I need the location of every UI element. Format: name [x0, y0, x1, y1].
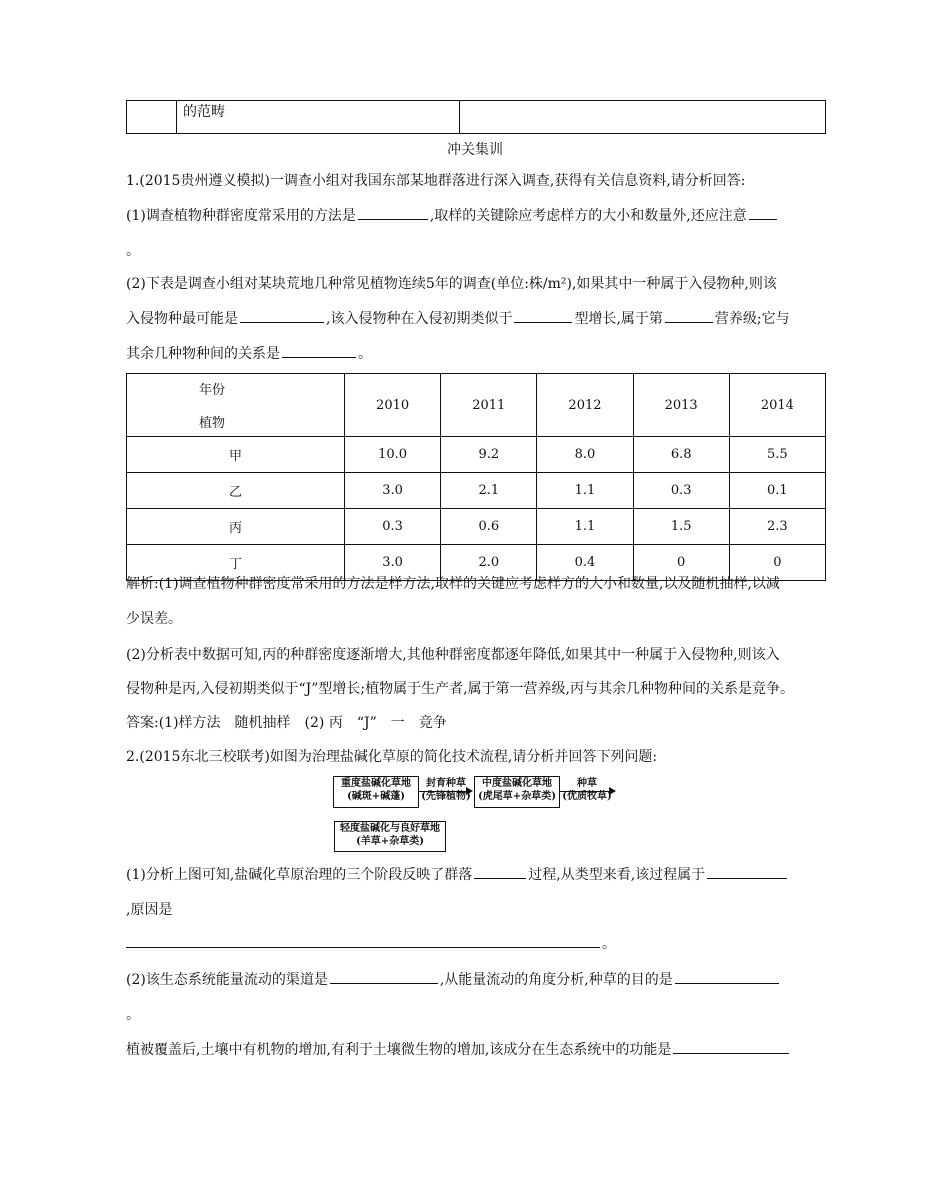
answer-blank[interactable]: [330, 969, 438, 984]
q1-part2-line3: [126, 343, 826, 363]
table-cell: 10.0: [345, 437, 441, 473]
table-cell: 0: [633, 545, 729, 581]
table-row-label: 丁: [127, 545, 345, 581]
table-cell: 0: [729, 545, 825, 581]
q2-part2-text-a: (2)该生态系统能量流动的渠道是: [126, 972, 328, 988]
table-cell: 1.1: [537, 473, 633, 509]
corner-year-label: 年份: [199, 383, 226, 398]
q2-part3-line1: [126, 1039, 826, 1059]
flow-box-severe-sub: (碱斑+碱蓬): [347, 791, 405, 802]
table-cell: 8.0: [537, 437, 633, 473]
table-cell: 0.3: [633, 473, 729, 509]
flow-arrow1: [419, 791, 471, 792]
top-table-cell-text: 的范畴: [177, 101, 460, 134]
table-row: [127, 509, 826, 545]
q2-part1-line2: ,原因是: [126, 902, 173, 918]
analysis-line1: 解析:(1)调查植物种群密度常采用的方法是样方法,取样的关键应考虑样方的大小和数量,以及随机抽样,以减: [126, 576, 780, 592]
flow-box-moderate-sub: (虎尾草+杂草类): [478, 791, 556, 802]
q1-part2-text-g: 。: [358, 346, 372, 362]
q1-part2-text-d: 型增长,属于第: [574, 311, 663, 327]
flow-box-moderate-title: 中度盐碱化草地: [482, 778, 552, 789]
table-cell: 0.1: [729, 473, 825, 509]
q2-part3-text-a: 植被覆盖后,土壤中有机物的增加,有利于土壤微生物的增加,该成分在生态系统中的功能是: [126, 1042, 672, 1058]
answer-blank[interactable]: [126, 933, 600, 948]
flow-box-light-sub: (羊草+杂草类): [356, 836, 424, 847]
q2-part1-text-b: 过程,从类型来看,该过程属于: [528, 867, 706, 883]
flow-arrow1-title: 封育种草: [426, 778, 466, 789]
q2-part1-text-d: 。: [602, 936, 616, 952]
table-cell: 2.0: [441, 545, 537, 581]
answer-blank[interactable]: [707, 864, 787, 879]
table-cell: 2.1: [441, 473, 537, 509]
q2-intro: 2.(2015东北三校联考)如图为治理盐碱化草原的简化技术流程,请分析并回答下列问题:: [126, 749, 658, 765]
table-row-label: 乙: [127, 473, 345, 509]
q1-part2-text-f: 其余几种物种间的关系是: [126, 346, 280, 362]
flow-box-light: [334, 821, 446, 852]
q1-intro: 1.(2015贵州遵义模拟)一调查小组对我国东部某地群落进行深入调查,获得有关信息资料,请分析回答:: [126, 173, 746, 189]
analysis-line4: 侵物种是丙,入侵初期类似于“J”型增长;植物属于生产者,属于第一营养级,丙与其余几种物种间的关系是竞争。: [126, 681, 794, 697]
q1-part2-text-c: ,该入侵物种在入侵初期类似于: [326, 311, 513, 327]
top-table: [126, 100, 826, 134]
section-title: 冲关集训: [447, 142, 503, 158]
flow-arrow2-title: 种草: [577, 778, 597, 789]
table-header-year: 2013: [633, 374, 729, 437]
table-header-year: 2014: [729, 374, 825, 437]
flow-box-severe: [333, 776, 419, 808]
answer-blank[interactable]: [474, 864, 526, 879]
answer-blank[interactable]: [749, 205, 777, 220]
table-cell: 2.3: [729, 509, 825, 545]
table-row: [127, 473, 826, 509]
answer-blank[interactable]: [240, 308, 324, 323]
flow-arrow2: [560, 791, 614, 792]
top-table-cell-empty-right: [460, 101, 826, 134]
flow-arrow1-sub: (先锋植物): [421, 791, 471, 802]
q1-part1: [126, 205, 826, 225]
q1-part2-line1: (2)下表是调查小组对某块荒地几种常见植物连续5年的调查(单位:株/m²),如果其中一种属于入侵物种,则该: [126, 276, 777, 292]
table-row: [127, 437, 826, 473]
q2-part2-text-b: ,从能量流动的角度分析,种草的目的是: [439, 972, 673, 988]
q1-part1-end: 。: [126, 243, 140, 259]
data-table: [126, 373, 826, 581]
table-cell: 0.6: [441, 509, 537, 545]
flow-arrow2-sub: (优质牧草): [562, 791, 612, 802]
answer-blank[interactable]: [673, 1039, 789, 1054]
table-cell: 6.8: [633, 437, 729, 473]
table-row-label: 丙: [127, 509, 345, 545]
flow-box-light-title: 轻度盐碱化与良好草地: [340, 823, 440, 834]
table-corner-cell: [127, 374, 345, 437]
table-cell: 1.1: [537, 509, 633, 545]
answer-blank[interactable]: [675, 969, 779, 984]
table-cell: 1.5: [633, 509, 729, 545]
q1-part2-text-b: 入侵物种最可能是: [126, 311, 238, 327]
analysis-line2: 少误差。: [126, 611, 182, 627]
table-row-label: 甲: [127, 437, 345, 473]
table-cell: 3.0: [345, 545, 441, 581]
answer-blank[interactable]: [665, 308, 713, 323]
table-cell: 0.4: [537, 545, 633, 581]
q1-part2-line2: [126, 308, 826, 328]
q2-part1-text-a: (1)分析上图可知,盐碱化草原治理的三个阶段反映了群落: [126, 867, 473, 883]
q1-part1-text-b: ,取样的关键除应考虑样方的大小和数量外,还应注意: [429, 208, 747, 224]
answer-blank[interactable]: [358, 205, 428, 220]
table-cell: 5.5: [729, 437, 825, 473]
table-cell: 9.2: [441, 437, 537, 473]
table-cell: 3.0: [345, 473, 441, 509]
table-header-year: 2010: [345, 374, 441, 437]
table-header-year: 2012: [537, 374, 633, 437]
flow-box-moderate: [474, 776, 560, 808]
answer-blank[interactable]: [514, 308, 572, 323]
answer-blank[interactable]: [282, 343, 356, 358]
analysis-line3: (2)分析表中数据可知,丙的种群密度逐渐增大,其他种群密度都逐年降低,如果其中一种属于入侵物种,则该入: [126, 647, 780, 663]
table-header-year: 2011: [441, 374, 537, 437]
q2-part1-line1: [126, 864, 826, 884]
flow-box-severe-title: 重度盐碱化草地: [341, 778, 411, 789]
top-table-cell-empty: [127, 101, 177, 134]
q1-part2-text-e: 营养级;它与: [714, 311, 790, 327]
q2-part2-line1: [126, 969, 826, 989]
q2-part2-line2: 。: [126, 1007, 140, 1023]
answer-line: 答案:(1)样方法 随机抽样 (2) 丙 “J” 一 竞争: [126, 715, 447, 731]
table-header-row: [127, 374, 826, 437]
q1-part1-text-a: (1)调查植物种群密度常采用的方法是: [126, 208, 356, 224]
q2-part1-line3: [126, 933, 826, 953]
corner-plant-label: 植物: [199, 416, 226, 431]
table-cell: 0.3: [345, 509, 441, 545]
